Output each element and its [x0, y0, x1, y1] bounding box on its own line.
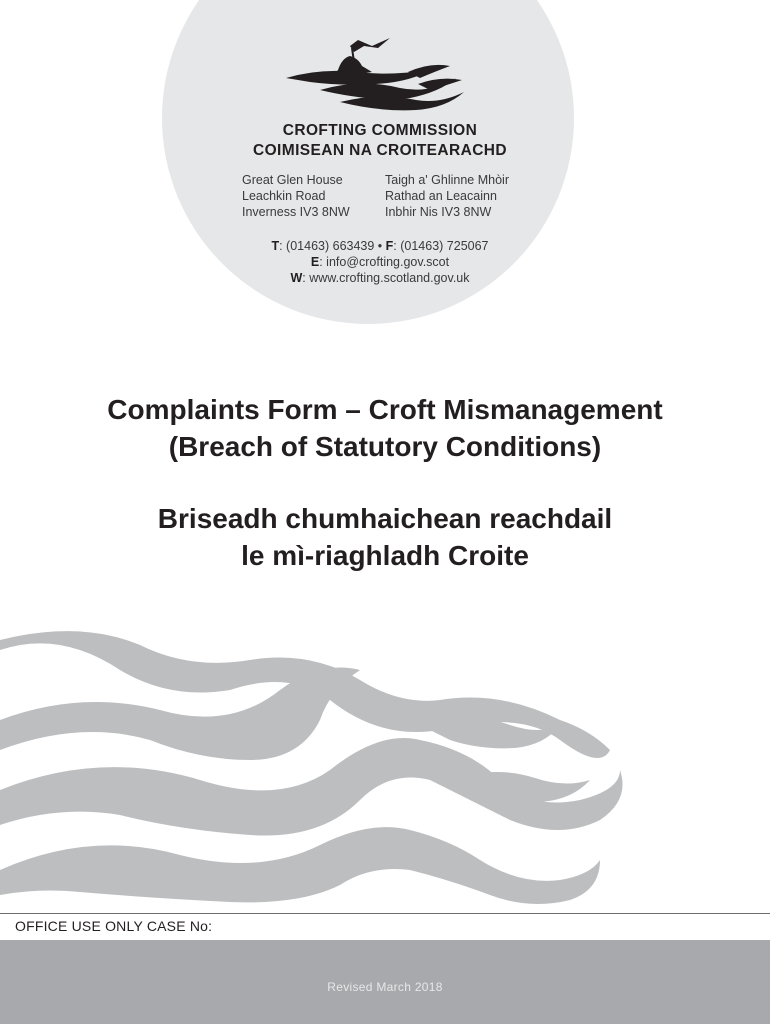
crofting-commission-logo-icon	[280, 32, 470, 122]
form-title-english	[0, 391, 770, 465]
office-use-case-number-label: OFFICE USE ONLY CASE No:	[15, 918, 213, 934]
website-label: W	[290, 271, 303, 285]
fax-number: : (01463) 725067	[393, 239, 489, 253]
address-line: Inverness IV3 8NW	[242, 205, 350, 219]
address-english	[242, 172, 350, 220]
phone-fax-line	[210, 238, 550, 254]
title-line: (Breach of Statutory Conditions)	[168, 431, 602, 462]
address-line: Taigh a' Ghlinne Mhòir	[385, 173, 509, 187]
org-name-gaelic: COIMISEAN NA CROITEARACHD	[253, 142, 507, 159]
footer-bar	[0, 940, 770, 1024]
contact-details	[210, 238, 550, 286]
address-line: Inbhir Nis IV3 8NW	[385, 205, 492, 219]
email-line	[210, 254, 550, 270]
address-gaelic	[385, 172, 509, 220]
address-line: Great Glen House	[242, 173, 343, 187]
title-line: Complaints Form – Croft Mismanagement	[107, 394, 663, 425]
decorative-waves-graphic	[0, 630, 770, 910]
phone-number: : (01463) 663439	[279, 239, 375, 253]
website-line	[210, 270, 550, 286]
title-line: le mì-riaghladh Croite	[241, 540, 529, 571]
divider-line	[0, 913, 770, 914]
form-title-gaelic	[0, 500, 770, 574]
address-line: Rathad an Leacainn	[385, 189, 497, 203]
fax-label: F	[385, 239, 394, 253]
org-name-english: CROFTING COMMISSION	[282, 122, 478, 139]
title-line: Briseadh chumhaichean reachdail	[157, 503, 613, 534]
revision-date: Revised March 2018	[327, 980, 443, 994]
website-url: : www.crofting.scotland.gov.uk	[302, 271, 470, 285]
separator: •	[374, 239, 386, 253]
email-label: E	[310, 255, 320, 269]
address-line: Leachkin Road	[242, 189, 326, 203]
phone-label: T	[271, 239, 280, 253]
email-address: : info@crofting.gov.scot	[319, 255, 450, 269]
